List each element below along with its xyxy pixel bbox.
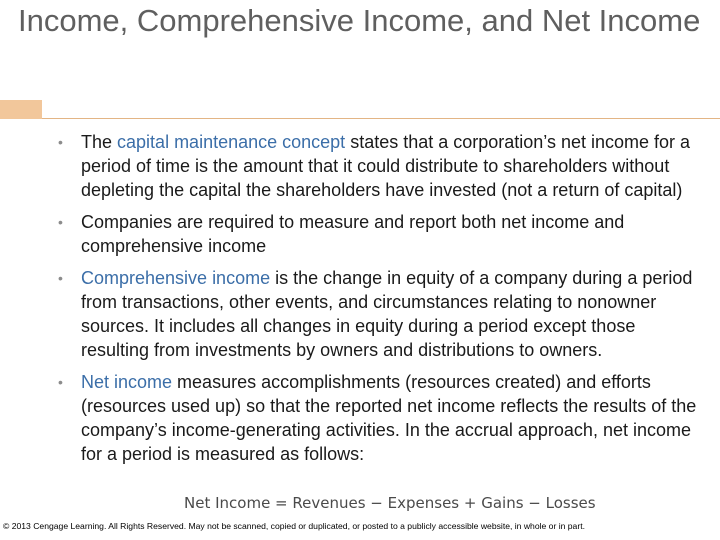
term-capital-maintenance-concept: capital maintenance concept xyxy=(117,132,346,152)
copyright-footer: © 2013 Cengage Learning. All Rights Reserved. May not be scanned, copied or duplicated, or posted to a publicly accessible website, in whole or in part. xyxy=(3,521,585,531)
slide-title: Income, Comprehensive Income, and Net Income xyxy=(18,3,701,38)
bullet-text-post: measures accomplishments (resources created) and efforts (resources used up) so that the reported net income reflects the results of the company’s income-generating activities. In the accrual approach, net income for a period is measured as follows: xyxy=(81,372,697,464)
title-accent-bar xyxy=(0,100,42,119)
term-net-income: Net income xyxy=(81,372,173,392)
bullet-text-post: is the change in equity of a company during a period from transactions, other events, and circumstances relating to nonowner sources. It includes all changes in equity during a period except those resulting from investments by owners and distributions to owners. xyxy=(81,268,693,360)
title-divider xyxy=(42,118,720,119)
bullet-item-requirements xyxy=(58,210,698,258)
bullet-dot-icon: • xyxy=(58,214,63,230)
bullet-item-comprehensive-income xyxy=(58,266,698,362)
net-income-formula: Net Income = Revenues − Expenses + Gains − Losses xyxy=(184,490,584,516)
bullet-text-post: states that a corporation’s net income for a period of time is the amount that it could distribute to shareholders without depleting the capital the shareholders have invested (not a return of capital) xyxy=(81,132,691,200)
bullet-item-capital-maintenance xyxy=(58,130,698,202)
bullet-list xyxy=(58,130,698,474)
bullet-dot-icon: • xyxy=(58,270,63,286)
bullet-item-net-income xyxy=(58,370,698,466)
bullet-text-pre: The xyxy=(81,132,118,152)
bullet-text: Companies are required to measure and report both net income and comprehensive income xyxy=(81,212,625,256)
bullet-dot-icon: • xyxy=(58,374,63,390)
bullet-dot-icon: • xyxy=(58,134,63,150)
term-comprehensive-income: Comprehensive income xyxy=(81,268,271,288)
